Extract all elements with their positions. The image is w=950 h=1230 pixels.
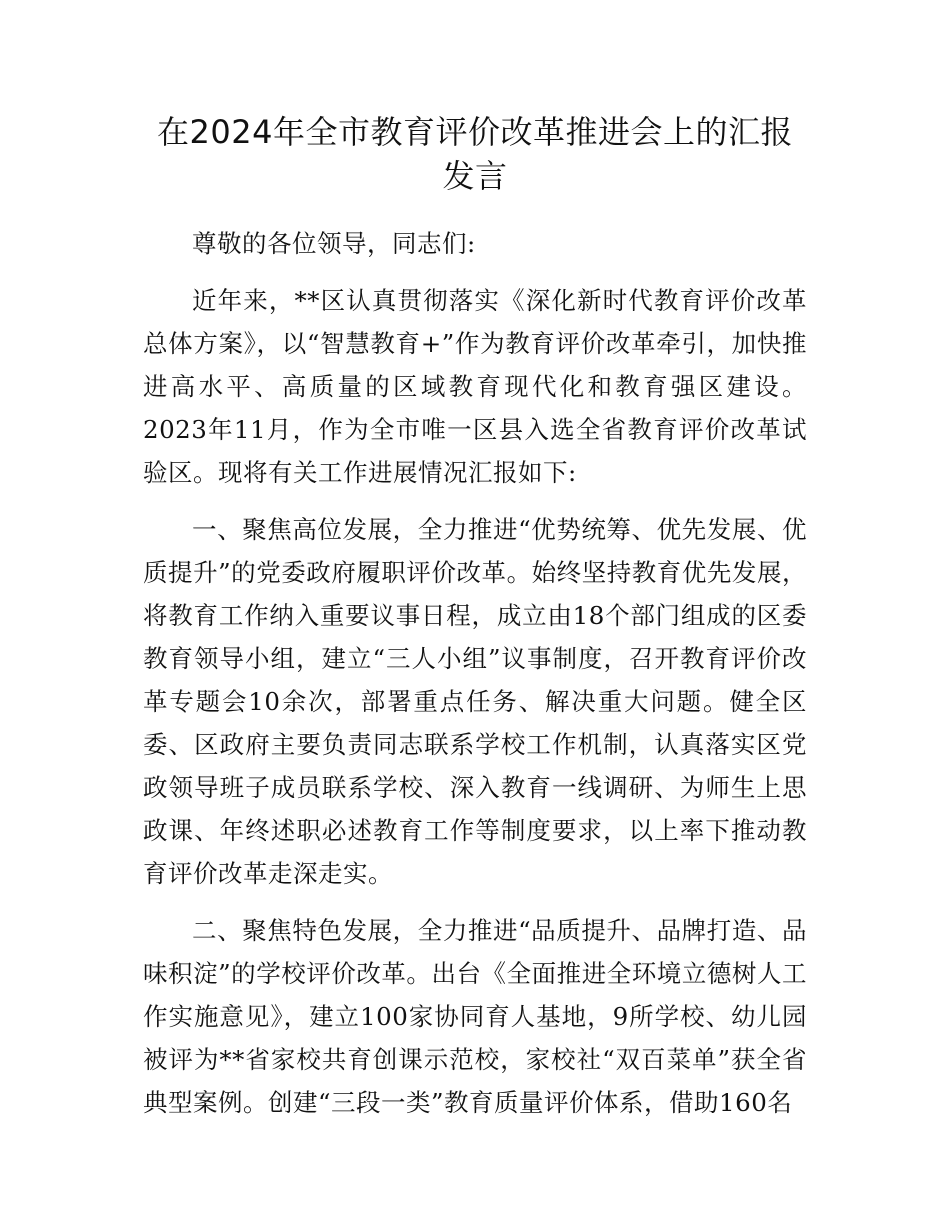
paragraph-intro: 近年来，**区认真贯彻落实《深化新时代教育评价改革总体方案》，以“智慧教育+”作为教育评价改革牵引，加快推进高水平、高质量的区域教育现代化和教育强区建设。2023年11月，作为全市唯一区县入选全省教育评价改革试验区。现将有关工作进展情况汇报如下: xyxy=(143,286,807,487)
paragraph-section-two: 二、聚焦特色发展，全力推进“品质提升、品牌打造、品味积淀”的学校评价改革。出台《全面推进全环境立德树人工作实施意见》，建立100家协同育人基地，9所学校、幼儿园被评为**省家校共育创课示范校，家校社“双百菜单”获全省典型案例。创建“三段一类”教育质量评价体系，借助160名 xyxy=(143,916,807,1117)
document-title: 在2024年全市教育评价改革推进会上的汇报发言 xyxy=(157,113,793,195)
paragraph-section-one: 一、聚焦高位发展，全力推进“优势统筹、优先发展、优质提升”的党委政府履职评价改革。始终坚持教育优先发展，将教育工作纳入重要议事日程，成立由18个部门组成的区委教育领导小组，建立“三人小组”议事制度，召开教育评价改革专题会10余次，部署重点任务、解决重大问题。健全区委、区政府主要负责同志联系学校工作机制，认真落实区党政领导班子成员联系学校、深入教育一线调研、为师生上思政课、年终述职必述教育工作等制度要求，以上率下推动教育评价改革走深走实。 xyxy=(143,515,807,888)
salutation: 尊敬的各位领导，同志们: xyxy=(192,229,476,258)
document-body xyxy=(143,222,807,1124)
